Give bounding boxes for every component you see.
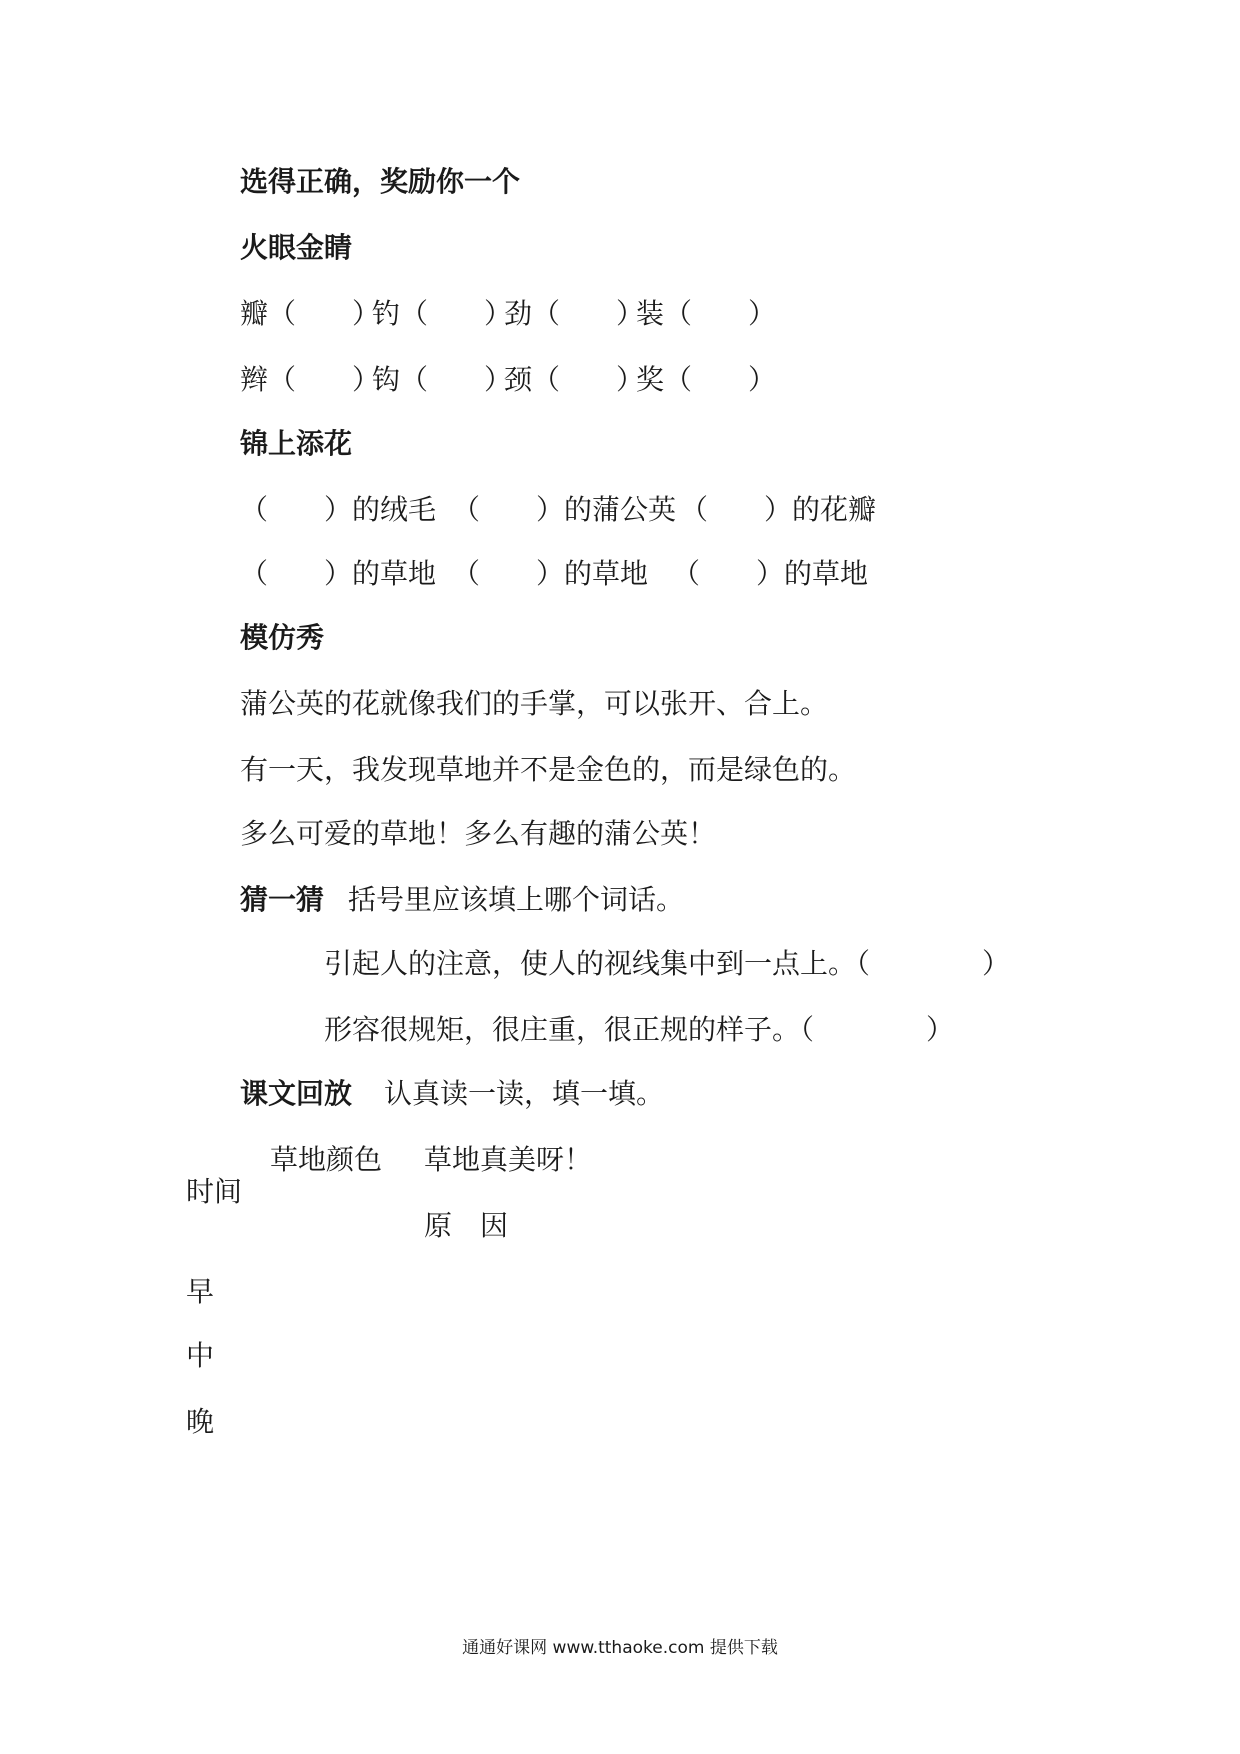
table-header-reason: 原 因 bbox=[424, 1209, 509, 1242]
char-item: 奖（ ） bbox=[636, 363, 777, 396]
phrase-item: （ ）的草地 bbox=[672, 557, 869, 590]
char-item: 钓（ ） bbox=[372, 297, 513, 330]
section-instruction-5: 认真读一读，填一填。 bbox=[384, 1077, 665, 1110]
phrase-item: （ ）的绒毛 bbox=[240, 493, 437, 526]
section-heading-5: 课文回放 bbox=[240, 1077, 353, 1110]
table-header-time: 时间 bbox=[186, 1175, 243, 1208]
time-row-label: 晚 bbox=[186, 1405, 215, 1438]
section-heading-3: 模仿秀 bbox=[240, 621, 325, 654]
footer-credit: 通通好课网 www.tthaoke.com 提供下载 bbox=[462, 1638, 778, 1658]
section-heading-1: 火眼金睛 bbox=[240, 231, 353, 264]
char-item: 瓣（ ） bbox=[240, 297, 381, 330]
phrase-item: （ ）的草地 bbox=[240, 557, 437, 590]
time-row-label: 早 bbox=[186, 1275, 215, 1308]
section-heading-2: 锦上添花 bbox=[240, 427, 353, 460]
phrase-item: （ ）的花瓣 bbox=[680, 493, 877, 526]
table-header-title: 草地真美呀！ bbox=[424, 1143, 593, 1176]
section-heading-4: 猜一猜 bbox=[240, 883, 325, 916]
section-instruction-4: 括号里应该填上哪个词话。 bbox=[348, 883, 685, 916]
table-header-color: 草地颜色 bbox=[270, 1143, 383, 1176]
char-item: 颈（ ） bbox=[504, 363, 645, 396]
text-line: 蒲公英的花就像我们的手掌，可以张开、合上。 bbox=[240, 687, 829, 720]
text-line: 有一天，我发现草地并不是金色的，而是绿色的。 bbox=[240, 753, 857, 786]
text-line: 多么可爱的草地！多么有趣的蒲公英！ bbox=[240, 817, 717, 850]
phrase-item: （ ）的草地 bbox=[452, 557, 649, 590]
char-item: 劲（ ） bbox=[504, 297, 645, 330]
question-item: 引起人的注意，使人的视线集中到一点上。（ ） bbox=[324, 947, 1011, 980]
page-title: 选得正确，奖励你一个 bbox=[240, 165, 521, 198]
char-item: 钩（ ） bbox=[372, 363, 513, 396]
time-row-label: 中 bbox=[186, 1339, 215, 1372]
phrase-item: （ ）的蒲公英 bbox=[452, 493, 677, 526]
question-item: 形容很规矩，很庄重，很正规的样子。（ ） bbox=[324, 1013, 955, 1046]
char-item: 装（ ） bbox=[636, 297, 777, 330]
char-item: 辫（ ） bbox=[240, 363, 381, 396]
